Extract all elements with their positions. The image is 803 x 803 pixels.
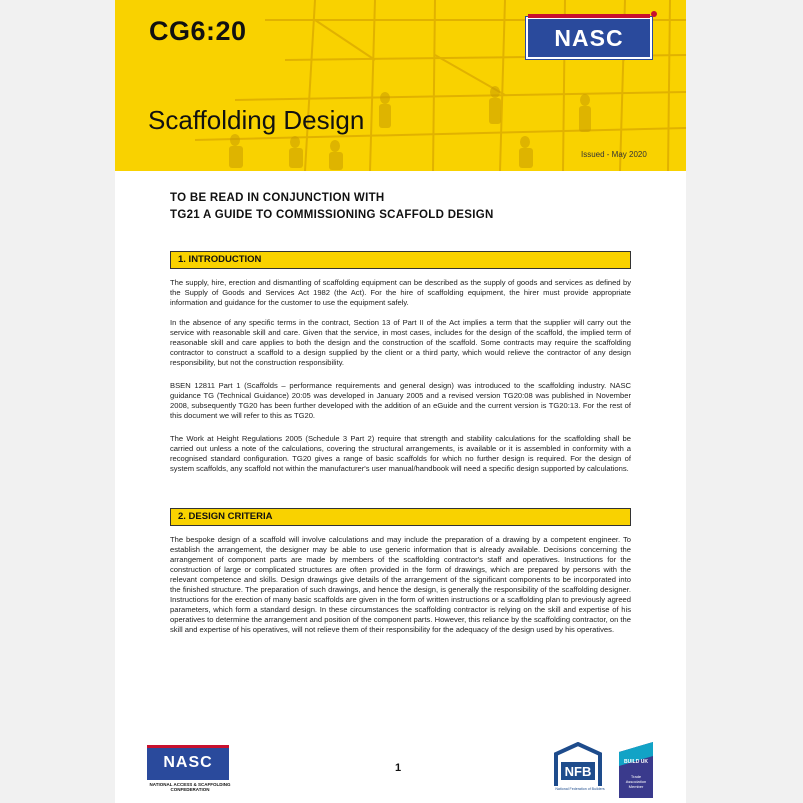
footer-logo-red-bar — [147, 745, 229, 748]
document-page — [115, 0, 686, 803]
logo-registered-mark — [651, 11, 657, 17]
intro-paragraph-1: The supply, hire, erection and dismantling of scaffolding equipment can be described as the supply of goods and services as defined by the Supply of Goods and Services Act 1982 (the Act). For the hire of scaffolding equipment, the hirer must provide appropriate information and guidance for the customer to use the equipment safely. — [170, 278, 631, 307]
nasc-logo-text: NASC — [554, 25, 624, 51]
build-uk-member-logo — [619, 742, 653, 798]
nasc-logo — [526, 17, 652, 59]
issue-date: Issued - May 2020 — [581, 150, 647, 159]
design-criteria-paragraph: The bespoke design of a scaffold will involve calculations and may include the preparation of a drawing by a competent engineer. To establish the arrangement, the designer may be able to use generic information that is already available. Decisions concerning the arrangement of component parts are made by members of the scaffolding contractor's staff and operatives. Instructions for the construction of large or complicated structures are often provided in the form of drawings, which are prepared by persons with the relevant competence and skills. Design drawings give details of the arrangement of the significant components to be incorporated into the finished structure. The preparation of such drawings, and hence the design, is generally the responsibility of the scaffolding designer. Instructions for the erection of many basic scaffolds are given in the form of written instructions or a scaffolding plan to previously agreed parameters, which form a standard design. In these circumstances the scaffolding contractor is relying on the skill and expertise of his operatives to determine the arrangement and position of the component parts. However, this reliance by the scaffolding contractor, on the skill and expertise of his operatives, will not relieve them of their responsibility for the adequacy of the design used by his operatives. — [170, 535, 631, 634]
intro-paragraph-2: In the absence of any specific terms in the contract, Section 13 of Part II of the Act implies a term that the supplier will carry out the service with reasonable skill and care. Given that the service, in most cases, includes for the design of the scaffold, the implied term of reasonable skill and care applies to both the design and the construction of the scaffold. Some contracts may require the scaffolding contractor to construct a scaffold to a design supplied by the client or a third party, which would relieve the contractor of any design responsibility, but not the construction responsibility. — [170, 318, 631, 367]
footer-nasc-logo-text: NASC — [163, 754, 213, 771]
main-heading-line1: TO BE READ IN CONJUNCTION WITH — [170, 192, 385, 204]
nfb-logo-text: NFB — [564, 764, 592, 779]
section-heading-introduction: 1. INTRODUCTION — [170, 251, 631, 269]
document-title: Scaffolding Design — [148, 105, 365, 135]
nfb-subtitle: National Federation of Builders — [555, 787, 605, 791]
main-heading — [170, 190, 650, 224]
document-code: CG6:20 — [149, 16, 247, 46]
logo-red-bar — [528, 14, 650, 18]
build-uk-text: BUILD UK — [624, 759, 648, 765]
intro-paragraph-3: BSEN 12811 Part 1 (Scaffolds – performance requirements and general design) was introduced to the scaffolding industry. NASC guidance TG (Technical Guidance) 20:05 was developed in January 2005 and a revised version TG20:08 was published in November 2008, subsequently TG20 has been further developed with the addition of an eGuide and the current version is TG20:13. For the rest of this document we will refer to this as TG20. — [170, 381, 631, 420]
trade-association-member-text: Trade Association Member — [625, 774, 647, 789]
main-heading-line2: TG21 A GUIDE TO COMMISSIONING SCAFFOLD DESIGN — [170, 209, 494, 221]
section-heading-design-criteria: 2. DESIGN CRITERIA — [170, 508, 631, 526]
footer-nasc-logo — [147, 748, 229, 780]
page-number: 1 — [395, 762, 402, 774]
page-header — [115, 0, 686, 171]
intro-paragraph-4: The Work at Height Regulations 2005 (Schedule 3 Part 2) require that strength and stability calculations for the scaffolding shall be carried out unless a note of the calculations, covering the structural arrangements, is available or it is assembled in conformity with a recognised standard configuration. TG20 gives a range of basic scaffolds for which no further design is required. For the design of system scaffolds, any scaffold not within the manufacturer's user manual/handbook will need a specific design supported by calculations. — [170, 434, 631, 473]
footer-nasc-subtitle: NATIONAL ACCESS & SCAFFOLDING CONFEDERATION — [149, 782, 231, 792]
nfb-logo — [552, 742, 604, 788]
